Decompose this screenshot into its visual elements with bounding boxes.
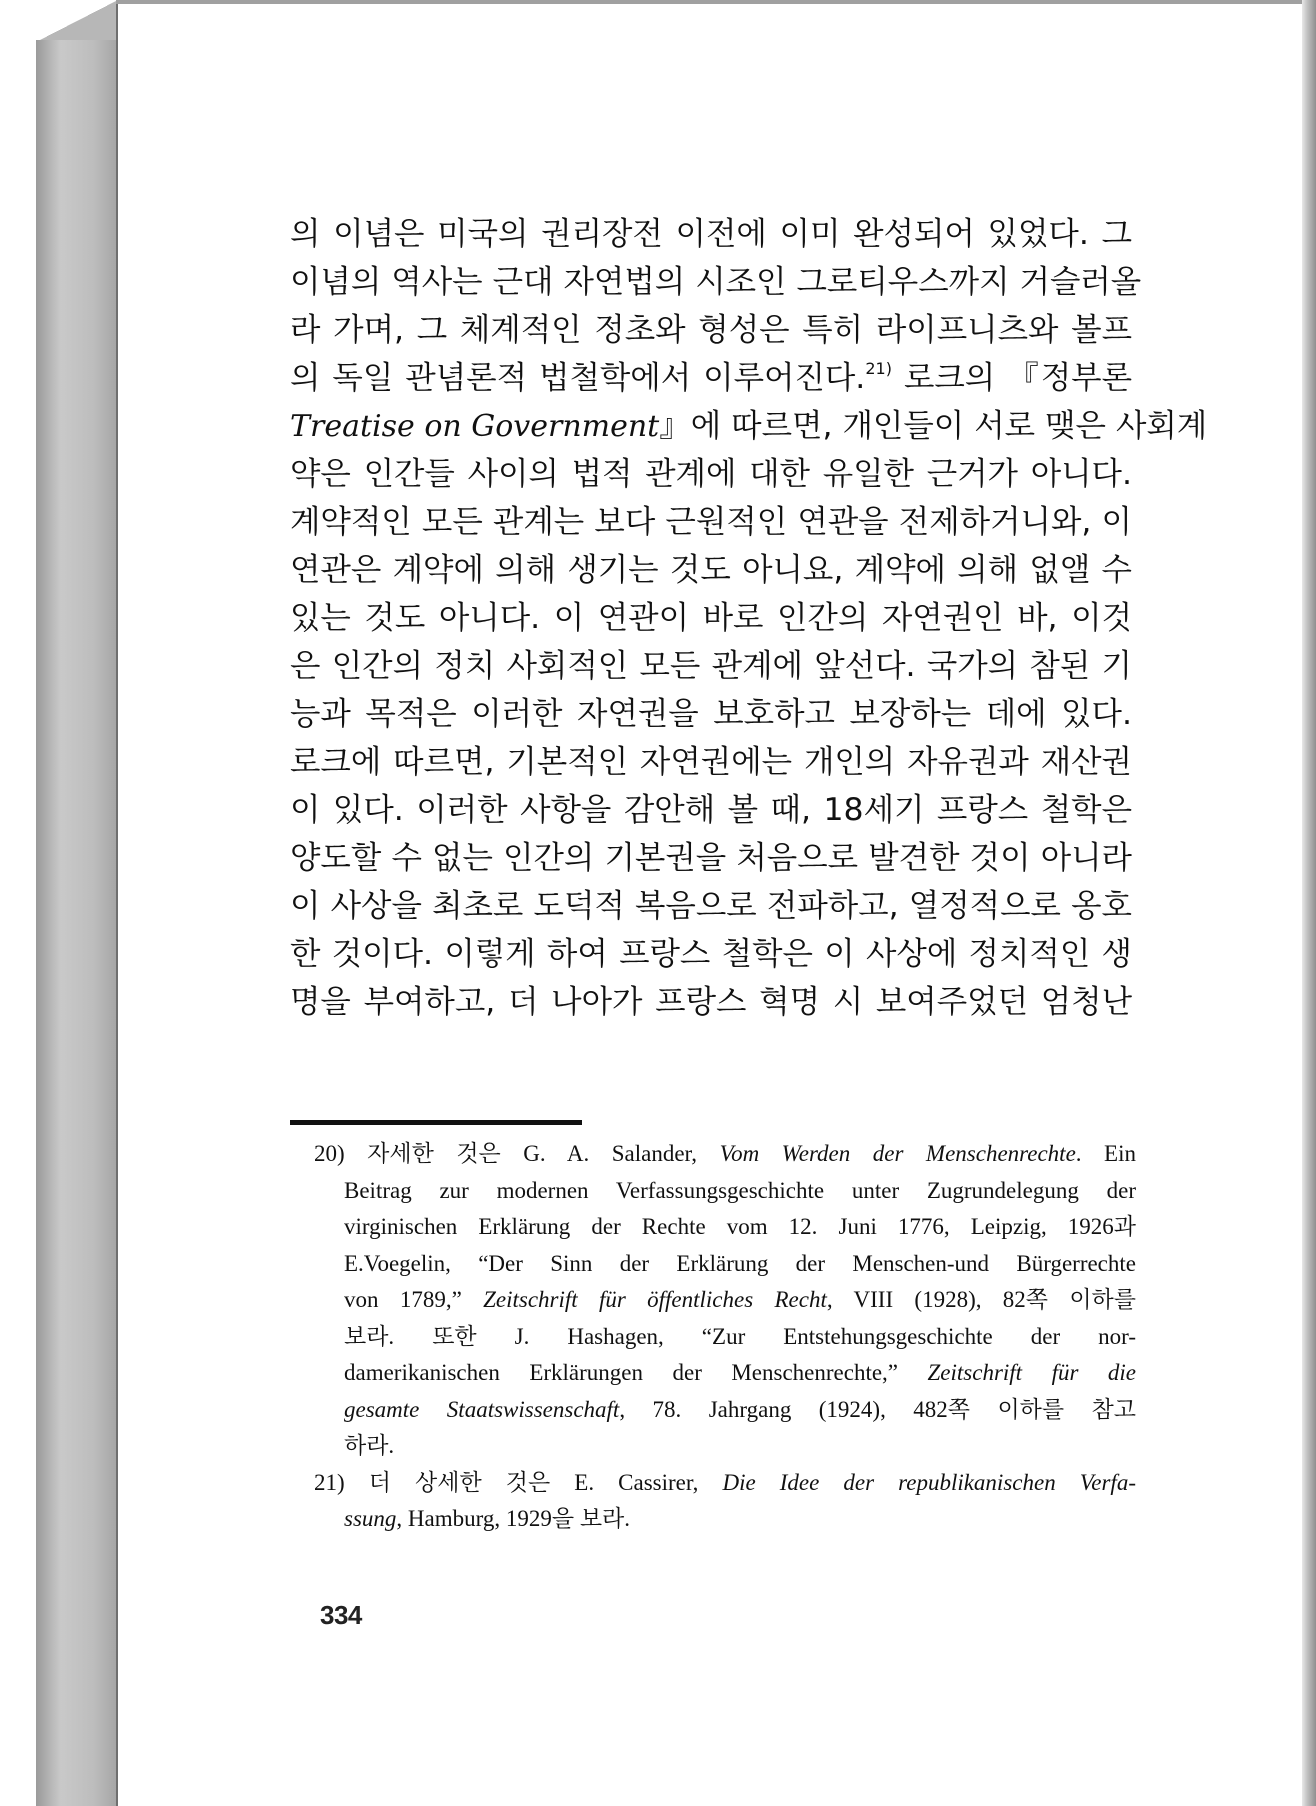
- body-line: 명을 부여하고, 더 나아가 프랑스 혁명 시 보여주었던 엄청난: [290, 984, 1132, 1020]
- footnote-20-line: [314, 1392, 1136, 1429]
- footnote-text: 20) 자세한 것은 G. A. Salander,: [314, 1141, 720, 1166]
- body-line: 능과 목적은 이러한 자연권을 보호하고 보장하는 데에 있다.: [290, 696, 1132, 732]
- footnote-20-line: 보라. 또한 J. Hashagen, “Zur Entstehungsgeschichte der nor-: [344, 1323, 1136, 1349]
- body-line: 이념의 역사는 근대 자연법의 시조인 그로티우스까지 거슬러올: [290, 264, 1142, 300]
- body-line-text: 의 독일 관념론적 법철학에서 이루어진다.: [290, 360, 866, 396]
- footnote-divider: [290, 1120, 582, 1125]
- body-line: 의 이념은 미국의 권리장전 이전에 이미 완성되어 있었다. 그: [290, 216, 1132, 252]
- footnote-text: , 78. Jahrgang (1924), 482쪽 이하를 참고: [619, 1396, 1136, 1422]
- book-spine: [36, 40, 118, 1806]
- body-line: 이 사상을 최초로 도덕적 복음으로 전파하고, 열정적으로 옹호: [290, 888, 1132, 924]
- footnote-20-line: virginischen Erklärung der Rechte vom 12. Juni 1776, Leipzig, 1926과: [344, 1214, 1136, 1239]
- footnote-text: von 1789,”: [344, 1287, 484, 1312]
- body-line: 라 가며, 그 체계적인 정초와 형성은 특히 라이프니츠와 볼프: [290, 312, 1132, 348]
- footnote-title: gesamte Staatswissenschaft: [344, 1396, 620, 1422]
- page-number: 334: [320, 1600, 362, 1630]
- body-line-text: 』에 따르면, 개인들이 서로 맺은 사회계: [659, 408, 1208, 444]
- body-line: 한 것이다. 이렇게 하여 프랑스 철학은 이 사상에 정치적인 생: [290, 936, 1132, 972]
- body-line: 계약적인 모든 관계는 보다 근원적인 연관을 전제하거니와, 이: [290, 504, 1132, 540]
- footnote-20-line: Beitrag zur modernen Verfassungsgeschichte unter Zugrundelegung der: [344, 1177, 1136, 1203]
- footnotes: [314, 1136, 1136, 1538]
- book-title-latin: Treatise on Government: [290, 409, 660, 444]
- body-line: 로크에 따르면, 기본적인 자연권에는 개인의 자유권과 재산권: [290, 744, 1132, 780]
- body-line: 은 인간의 정치 사회적인 모든 관계에 앞선다. 국가의 참된 기: [290, 648, 1132, 684]
- footnote-title: Zeitschrift für die: [927, 1360, 1137, 1385]
- footnote-text: , Hamburg, 1929을 보라.: [396, 1506, 631, 1531]
- footnote-title: Die Idee der republikanischen Verfa-: [722, 1469, 1136, 1495]
- page-top-edge: [116, 0, 1316, 4]
- body-line: 있는 것도 아니다. 이 연관이 바로 인간의 자연권인 바, 이것: [290, 600, 1132, 636]
- footnote-title: Vom Werden der Menschenrechte: [719, 1141, 1076, 1166]
- footnote-text: damerikanischen Erklärungen der Menschenrechte,”: [344, 1360, 928, 1385]
- footnote-20-line: 하라.: [344, 1433, 395, 1458]
- footnote-20-line: [314, 1282, 1136, 1319]
- footnote-20-line: E.Voegelin, “Der Sinn der Erklärung der Menschen-und Bürgerrechte: [344, 1250, 1136, 1276]
- footnote-text: 21) 더 상세한 것은 E. Cassirer,: [314, 1469, 723, 1495]
- book-spine-top: [36, 0, 118, 42]
- body-line: [290, 354, 1132, 402]
- footnote-text: , VIII (1928), 82쪽 이하를: [826, 1287, 1136, 1312]
- footnote-20-line: [314, 1355, 1136, 1392]
- page-right-edge: [1302, 0, 1316, 1806]
- body-text: [290, 210, 1208, 1026]
- body-line: [290, 402, 1208, 450]
- footnote-20-line: [314, 1136, 1136, 1173]
- body-line: 연관은 계약에 의해 생기는 것도 아니요, 계약에 의해 없앨 수: [290, 552, 1132, 588]
- body-line: 이 있다. 이러한 사항을 감안해 볼 때, 18세기 프랑스 철학은: [290, 792, 1132, 828]
- footnote-text: . Ein: [1075, 1141, 1136, 1166]
- footnote-title: ssung: [344, 1506, 397, 1531]
- body-line-text: 로크의 『정부론: [891, 360, 1133, 396]
- footnote-21-line: [314, 1465, 1136, 1502]
- footnote-title: Zeitschrift für öffentliches Recht: [483, 1287, 827, 1312]
- footnote-ref-21: 21): [865, 359, 892, 378]
- footnote-21-line: [314, 1501, 1136, 1538]
- body-line: 약은 인간들 사이의 법적 관계에 대한 유일한 근거가 아니다.: [290, 456, 1132, 492]
- body-line: 양도할 수 없는 인간의 기본권을 처음으로 발견한 것이 아니라: [290, 840, 1132, 876]
